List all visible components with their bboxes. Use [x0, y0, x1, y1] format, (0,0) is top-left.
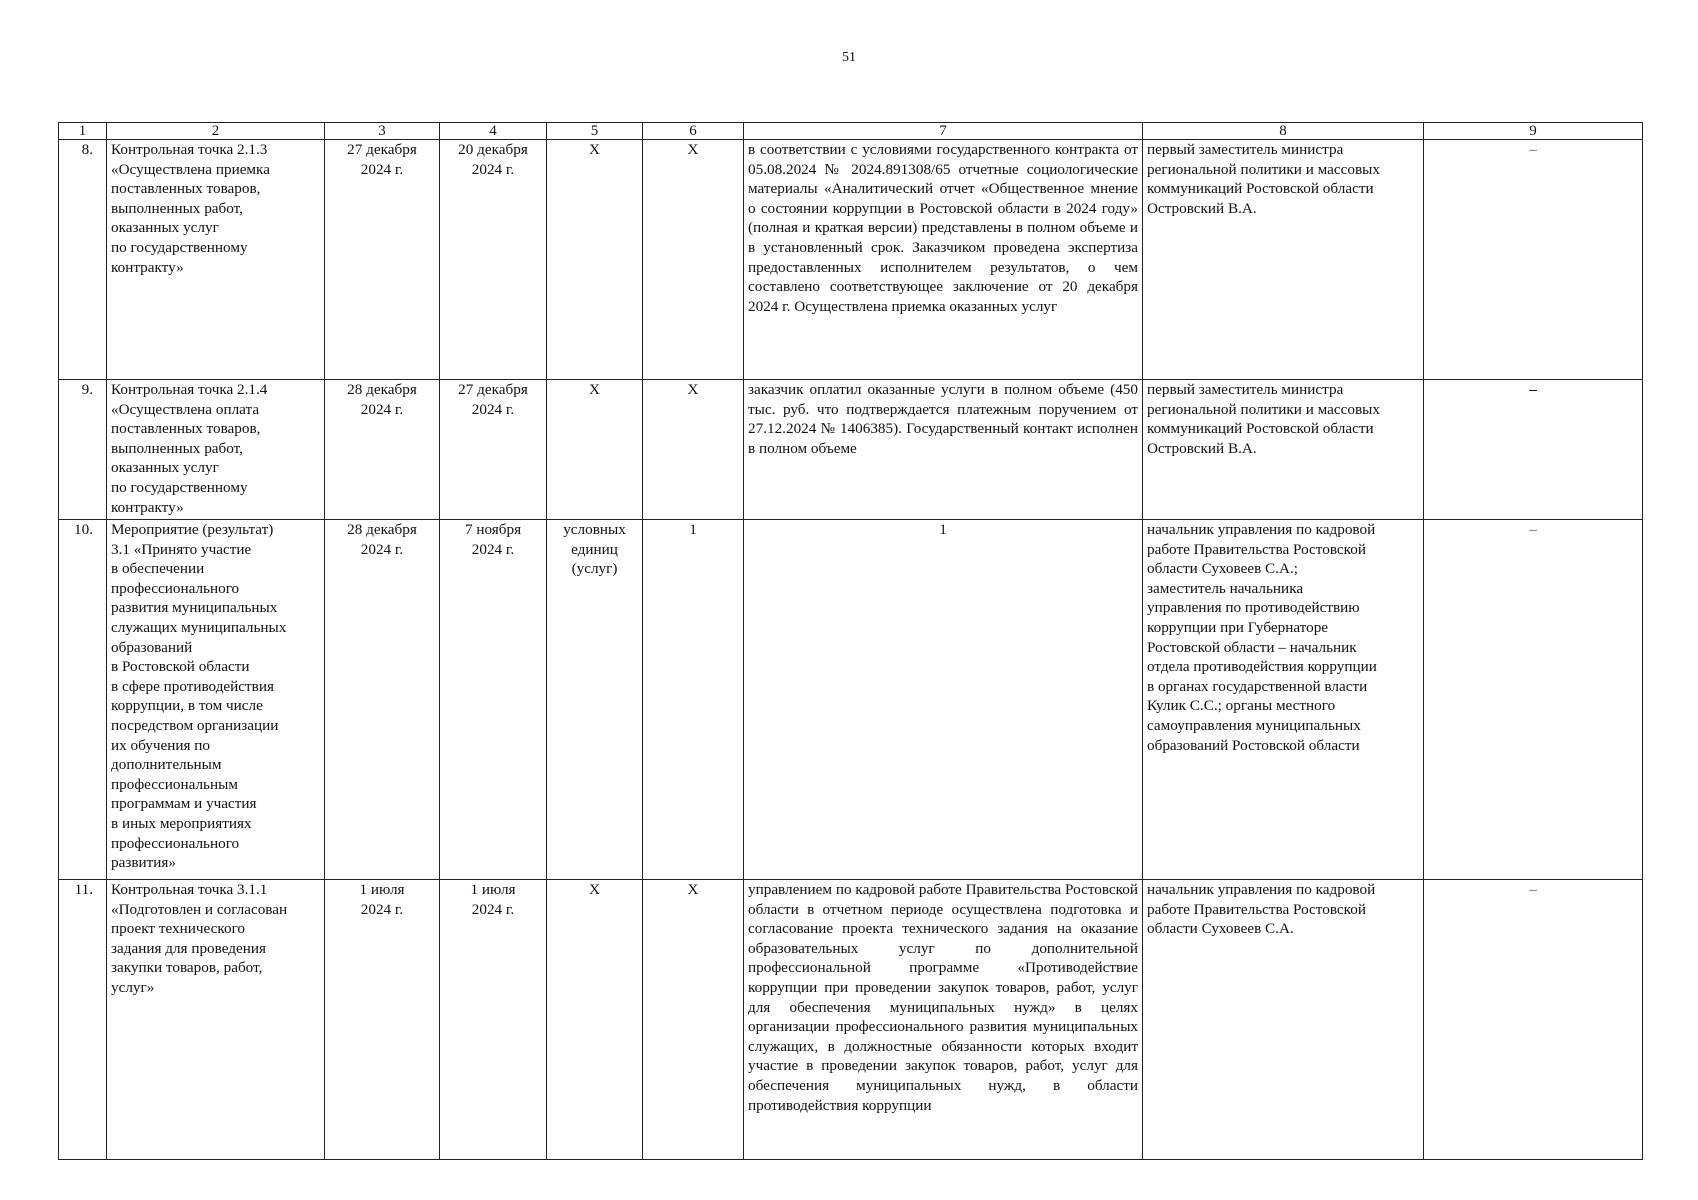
planned-date: 27 декабря 2024 г. [325, 140, 440, 380]
unit-of-measure: X [547, 880, 643, 1160]
unit-of-measure: X [547, 380, 643, 520]
table-row [59, 140, 1643, 380]
column-number: 6 [643, 123, 744, 140]
column-number: 7 [744, 123, 1143, 140]
column-number: 9 [1424, 123, 1643, 140]
column-number-row [59, 123, 1643, 140]
table-row [59, 380, 1643, 520]
actual-date: 27 декабря 2024 г. [440, 380, 547, 520]
responsible-person: начальник управления по кадровой работе Правительства Ростовской области Суховеев С.А.; заместитель начальника управления по противодействию коррупции при Губернаторе Ростовской области – начальник отдела противодействия коррупции в органах государственной власти Кулик С.С.; органы местного самоуправления муниципальных образований Ростовской области [1143, 520, 1424, 880]
item-name: Контрольная точка 2.1.4 «Осуществлена оплата поставленных товаров, выполненных работ, оказанных услуг по государственному контракту» [107, 380, 325, 520]
column-number: 8 [1143, 123, 1424, 140]
item-name: Контрольная точка 2.1.3 «Осуществлена приемка поставленных товаров, выполненных работ, оказанных услуг по государственному контракту» [107, 140, 325, 380]
planned-date: 28 декабря 2024 г. [325, 520, 440, 880]
responsible-person: первый заместитель министра региональной политики и массовых коммуникаций Ростовской области Островский В.А. [1143, 140, 1424, 380]
actual-date: 1 июля 2024 г. [440, 880, 547, 1160]
execution-status: в соответствии с условиями государственного контракта от 05.08.2024 № 2024.891308/65 отчетные социологические материалы «Аналитический отчет «Общественное мнение о состоянии коррупции в Ростовской области в 2024 году» (полная и краткая версии) представлены в полном объеме и в установленный срок. Заказчиком проведена экспертиза предоставленных исполнителем результатов, о чем составлено соответствующее заключение от 20 декабря 2024 г. Осуществлена приемка оказанных услуг [744, 140, 1143, 380]
page-number: 51 [842, 50, 856, 65]
planned-date: 28 декабря 2024 г. [325, 380, 440, 520]
responsible-person: первый заместитель министра региональной политики и массовых коммуникаций Ростовской области Островский В.А. [1143, 380, 1424, 520]
column-number: 5 [547, 123, 643, 140]
row-number: 9. [59, 380, 107, 520]
execution-status: заказчик оплатил оказанные услуги в полном объеме (450 тыс. руб. что подтверждается платежным поручением от 27.12.2024 № 1406385). Государственный контакт исполнен в полном объеме [744, 380, 1143, 520]
indicator-value: X [643, 880, 744, 1160]
execution-status: 1 [744, 520, 1143, 880]
report-table [58, 122, 1643, 1160]
column-number: 1 [59, 123, 107, 140]
actual-date: 7 ноября 2024 г. [440, 520, 547, 880]
note: – [1424, 880, 1643, 1160]
actual-date: 20 декабря 2024 г. [440, 140, 547, 380]
item-name: Мероприятие (результат) 3.1 «Принято участие в обеспечении профессионального развития муниципальных служащих муниципальных образований в Ростовской области в сфере противодействия коррупции, в том числе посредством организации их обучения по дополнительным профессиональным программам и участия в иных мероприятиях профессионального развития» [107, 520, 325, 880]
item-name: Контрольная точка 3.1.1 «Подготовлен и согласован проект технического задания для проведения закупки товаров, работ, услуг» [107, 880, 325, 1160]
row-number: 11. [59, 880, 107, 1160]
indicator-value: X [643, 140, 744, 380]
note: – [1424, 140, 1643, 380]
column-number: 3 [325, 123, 440, 140]
note: – [1424, 380, 1643, 520]
responsible-person: начальник управления по кадровой работе Правительства Ростовской области Суховеев С.А. [1143, 880, 1424, 1160]
execution-status: управлением по кадровой работе Правительства Ростовской области в отчетном периоде осуществлена подготовка и согласование проекта технического задания на оказание образовательных услуг по дополнительной профессиональной программе «Противодействие коррупции при проведении закупок товаров, работ, услуг для обеспечения муниципальных нужд» в целях организации профессионального развития муниципальных служащих, в должностные обязанности которых входит участие в проведении закупок товаров, работ, услуг для обеспечения муниципальных нужд, в области противодействия коррупции [744, 880, 1143, 1160]
column-number: 4 [440, 123, 547, 140]
unit-of-measure: условных единиц (услуг) [547, 520, 643, 880]
note: – [1424, 520, 1643, 880]
row-number: 8. [59, 140, 107, 380]
indicator-value: X [643, 380, 744, 520]
unit-of-measure: X [547, 140, 643, 380]
table-row [59, 880, 1643, 1160]
row-number: 10. [59, 520, 107, 880]
indicator-value: 1 [643, 520, 744, 880]
column-number: 2 [107, 123, 325, 140]
planned-date: 1 июля 2024 г. [325, 880, 440, 1160]
table-row [59, 520, 1643, 880]
